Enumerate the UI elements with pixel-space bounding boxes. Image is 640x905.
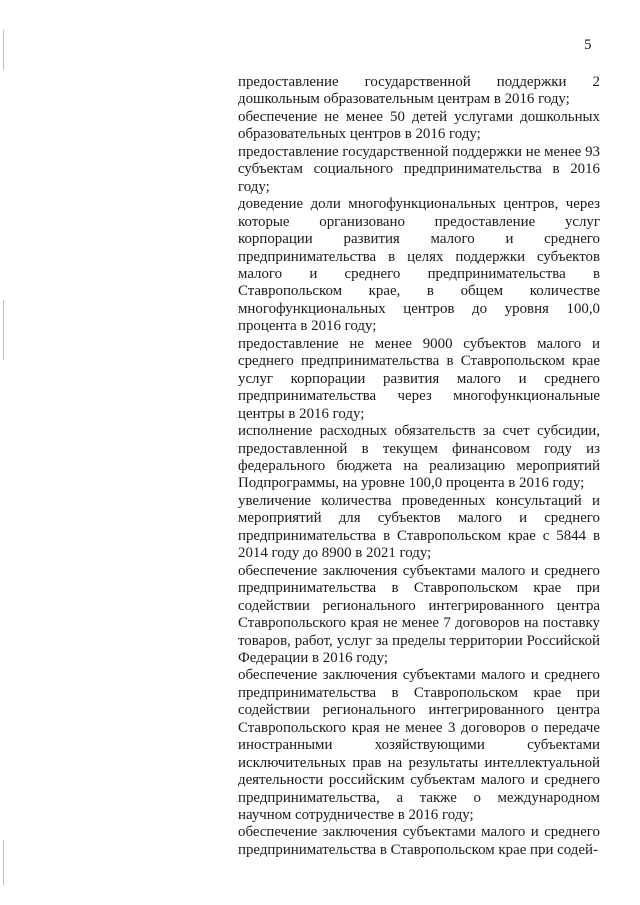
paragraph: обеспечение не менее 50 детей услугами дошкольных образовательных центров в 2016 году; (238, 108, 600, 143)
paragraph: исполнение расходных обязательств за счет субсидии, предоставленной в текущем финансовом году из федерального бюджета на реализацию мероприятий Подпрограммы, на уровне 100,0 процента в 2016 году; (238, 423, 600, 492)
page-number: 5 (584, 37, 592, 53)
document-body (238, 74, 600, 859)
paragraph: обеспечение заключения субъектами малого и среднего предпринимательства в Ставропольском крае при содей- (238, 824, 600, 858)
paragraph: предоставление государственной поддержки 2 дошкольным образовательным центрам в 2016 году; (238, 74, 600, 108)
paragraph: доведение доли многофункциональных центров, через которые организовано предоставление услуг корпорации развития малого и среднего предпринимательства в целях поддержки субъектов малого и среднего предпринимательства в Ставропольском крае, в общем количестве многофункциональных центров до уровня 100,0 процента в 2016 году; (238, 196, 600, 335)
scan-edge-mark-top (3, 30, 4, 70)
scan-edge-mark-bottom (3, 840, 4, 885)
paragraph: увеличение количества проведенных консультаций и мероприятий для субъектов малого и среднего предпринимательства в Ставропольском крае с 5844 в 2014 году до 8900 в 2021 году; (238, 492, 600, 562)
paragraph: обеспечение заключения субъектами малого и среднего предпринимательства в Ставропольском крае при содействии регионального интегрированного центра Ставропольского края не менее 7 договоров на поставку товаров, работ, услуг за пределы территории Российской Федерации в 2016 году; (238, 562, 600, 666)
paragraph: обеспечение заключения субъектами малого и среднего предпринимательства в Ставропольском крае при содействии регионального интегрированного центра Ставропольского края не менее 3 договоров о передаче иностранными хозяйствующими субъектами исключительных прав на результаты интеллектуальной деятельности российским субъектам малого и среднего предпринимательства, а также о международном научном сотрудничестве в 2016 году; (238, 667, 600, 824)
paragraph: предоставление государственной поддержки не менее 93 субъектам социального предпринимательства в 2016 году; (238, 143, 600, 195)
paragraph: предоставление не менее 9000 субъектов малого и среднего предпринимательства в Ставропольском крае услуг корпорации развития малого и среднего предпринимательства через многофункциональные центры в 2016 году; (238, 335, 600, 422)
scan-edge-mark-mid (3, 300, 4, 360)
